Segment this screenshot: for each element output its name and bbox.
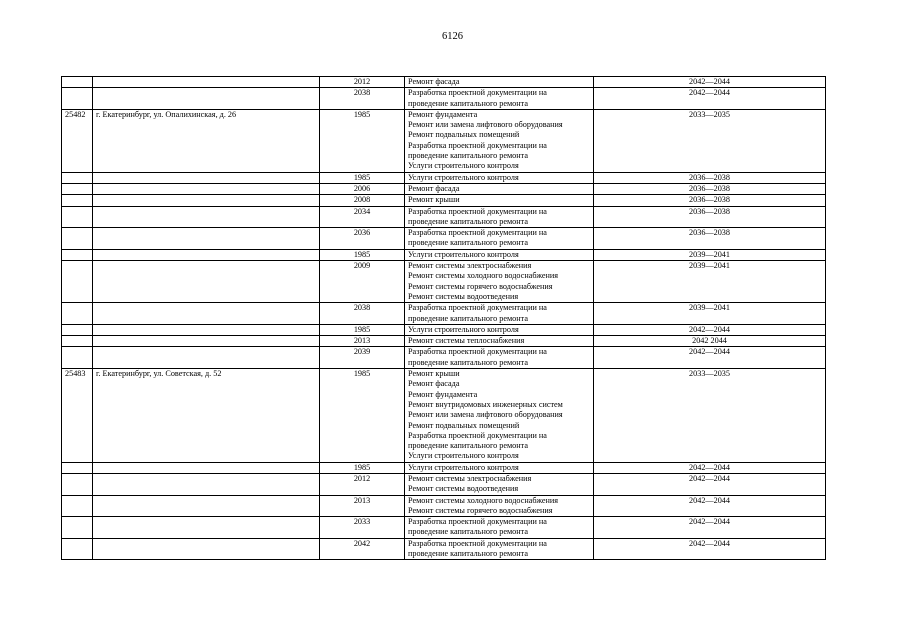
period-cell bbox=[594, 495, 826, 517]
work-type-line: Услуги строительного контроля bbox=[408, 249, 519, 259]
work-type-line: Разработка проектной документации на bbox=[408, 538, 547, 548]
house-id-cell bbox=[62, 261, 93, 303]
address-cell bbox=[93, 172, 320, 183]
repair-schedule-table bbox=[61, 76, 826, 560]
work-type-cell bbox=[405, 249, 594, 260]
year-cell: 2012 bbox=[320, 77, 405, 88]
period-value: 2039—2041 bbox=[689, 261, 730, 271]
period-cell bbox=[594, 77, 826, 88]
house-id-cell bbox=[62, 77, 93, 88]
period-cell bbox=[594, 261, 826, 303]
period-cell bbox=[594, 324, 826, 335]
work-type-cell bbox=[405, 109, 594, 172]
table-row bbox=[62, 228, 826, 250]
work-type-line: проведение капитального ремонта bbox=[408, 151, 528, 161]
work-type-cell bbox=[405, 195, 594, 206]
work-type-line: Ремонт системы водоотведения bbox=[408, 291, 519, 301]
work-type-cell bbox=[405, 336, 594, 347]
period-cell bbox=[594, 369, 826, 463]
work-type-cell bbox=[405, 517, 594, 539]
house-id-cell bbox=[62, 172, 93, 183]
period-value: 2042—2044 bbox=[689, 538, 730, 548]
period-cell bbox=[594, 172, 826, 183]
work-type-line: Ремонт фасада bbox=[408, 183, 460, 193]
address-cell bbox=[93, 195, 320, 206]
year-cell: 2012 bbox=[320, 473, 405, 495]
work-type-line: Услуги строительного контроля bbox=[408, 172, 519, 182]
work-type-line: Услуги строительного контроля bbox=[408, 161, 519, 171]
work-type-line: Ремонт фасада bbox=[408, 379, 460, 389]
work-type-line: Ремонт крыши bbox=[408, 195, 460, 205]
work-type-line: проведение капитального ремонта bbox=[408, 313, 528, 323]
period-value: 2042 2044 bbox=[692, 336, 727, 346]
year-cell: 1985 bbox=[320, 249, 405, 260]
table-row bbox=[62, 538, 826, 560]
address-cell bbox=[93, 538, 320, 560]
period-value: 2036—2038 bbox=[689, 195, 730, 205]
address-cell bbox=[93, 228, 320, 250]
work-type-cell bbox=[405, 324, 594, 335]
period-value: 2039—2041 bbox=[689, 303, 730, 313]
year-cell: 2013 bbox=[320, 336, 405, 347]
work-type-line: Разработка проектной документации на bbox=[408, 517, 547, 527]
address-cell bbox=[93, 517, 320, 539]
table-row bbox=[62, 109, 826, 172]
house-id-cell bbox=[62, 462, 93, 473]
period-value: 2036—2038 bbox=[689, 172, 730, 182]
work-type-line: Разработка проектной документации на bbox=[408, 430, 547, 440]
work-type-cell bbox=[405, 495, 594, 517]
house-id-cell bbox=[62, 303, 93, 325]
address-cell bbox=[93, 249, 320, 260]
period-value: 2042—2044 bbox=[689, 495, 730, 505]
address-cell bbox=[93, 473, 320, 495]
work-type-line: Услуги строительного контроля bbox=[408, 462, 519, 472]
work-type-line: Ремонт подвальных помещений bbox=[408, 420, 520, 430]
work-type-cell bbox=[405, 538, 594, 560]
year-cell: 2039 bbox=[320, 347, 405, 369]
work-type-line: Ремонт системы электроснабжения bbox=[408, 473, 532, 483]
work-type-line: Ремонт внутридомовых инженерных систем bbox=[408, 399, 563, 409]
table-row bbox=[62, 172, 826, 183]
table-row bbox=[62, 336, 826, 347]
work-type-line: Ремонт системы водоотведения bbox=[408, 484, 519, 494]
work-type-line: Ремонт системы холодного водоснабжения bbox=[408, 271, 559, 281]
work-type-line: Ремонт системы горячего водоснабжения bbox=[408, 281, 553, 291]
work-type-line: Ремонт системы холодного водоснабжения bbox=[408, 495, 559, 505]
work-type-line: Разработка проектной документации на bbox=[408, 140, 547, 150]
period-value: 2042—2044 bbox=[689, 517, 730, 527]
table-row bbox=[62, 369, 826, 463]
period-cell bbox=[594, 109, 826, 172]
house-id-cell bbox=[62, 473, 93, 495]
address-cell bbox=[93, 183, 320, 194]
year-cell: 2036 bbox=[320, 228, 405, 250]
table-row bbox=[62, 324, 826, 335]
address-cell bbox=[93, 303, 320, 325]
table-row bbox=[62, 249, 826, 260]
house-id-cell bbox=[62, 206, 93, 228]
work-type-cell bbox=[405, 303, 594, 325]
table-row bbox=[62, 495, 826, 517]
work-type-line: Разработка проектной документации на bbox=[408, 206, 547, 216]
address-cell bbox=[93, 462, 320, 473]
work-type-cell bbox=[405, 172, 594, 183]
period-value: 2039—2041 bbox=[689, 249, 730, 259]
address-cell bbox=[93, 206, 320, 228]
work-type-cell bbox=[405, 206, 594, 228]
year-cell: 1985 bbox=[320, 324, 405, 335]
work-type-line: Ремонт или замена лифтового оборудования bbox=[408, 120, 563, 130]
year-cell: 2042 bbox=[320, 538, 405, 560]
work-type-line: Услуги строительного контроля bbox=[408, 324, 519, 334]
work-type-cell bbox=[405, 462, 594, 473]
table-body bbox=[62, 77, 826, 560]
work-type-line: проведение капитального ремонта bbox=[408, 357, 528, 367]
period-cell bbox=[594, 303, 826, 325]
period-cell bbox=[594, 462, 826, 473]
house-id-cell bbox=[62, 183, 93, 194]
table-row bbox=[62, 183, 826, 194]
house-id-cell: 25483 bbox=[62, 369, 93, 463]
period-value: 2033—2035 bbox=[689, 109, 730, 119]
work-type-line: проведение капитального ремонта bbox=[408, 238, 528, 248]
period-cell bbox=[594, 538, 826, 560]
year-cell: 2034 bbox=[320, 206, 405, 228]
period-cell bbox=[594, 195, 826, 206]
period-value: 2033—2035 bbox=[689, 369, 730, 379]
work-type-line: Услуги строительного контроля bbox=[408, 451, 519, 461]
year-cell: 2038 bbox=[320, 88, 405, 110]
work-type-line: проведение капитального ремонта bbox=[408, 98, 528, 108]
period-value: 2042—2044 bbox=[689, 88, 730, 98]
period-value: 2042—2044 bbox=[689, 347, 730, 357]
period-cell bbox=[594, 473, 826, 495]
page-number: 6126 bbox=[442, 31, 463, 42]
year-cell: 2008 bbox=[320, 195, 405, 206]
work-type-line: Разработка проектной документации на bbox=[408, 303, 547, 313]
address-cell bbox=[93, 261, 320, 303]
house-id-cell bbox=[62, 336, 93, 347]
work-type-line: Ремонт подвальных помещений bbox=[408, 130, 520, 140]
period-value: 2042—2044 bbox=[689, 324, 730, 334]
period-cell bbox=[594, 206, 826, 228]
table-row bbox=[62, 473, 826, 495]
year-cell: 1985 bbox=[320, 462, 405, 473]
address-cell bbox=[93, 77, 320, 88]
work-type-line: Ремонт системы горячего водоснабжения bbox=[408, 505, 553, 515]
work-type-line: Ремонт или замена лифтового оборудования bbox=[408, 410, 563, 420]
work-type-cell bbox=[405, 228, 594, 250]
work-type-line: Ремонт крыши bbox=[408, 369, 460, 379]
year-cell: 1985 bbox=[320, 109, 405, 172]
table-row bbox=[62, 88, 826, 110]
year-cell: 2013 bbox=[320, 495, 405, 517]
address-cell bbox=[93, 495, 320, 517]
address-cell: г. Екатеринбург, ул. Советская, д. 52 bbox=[93, 369, 320, 463]
table-row bbox=[62, 206, 826, 228]
address-cell bbox=[93, 324, 320, 335]
work-type-cell bbox=[405, 473, 594, 495]
address-cell bbox=[93, 88, 320, 110]
period-cell bbox=[594, 517, 826, 539]
period-value: 2042—2044 bbox=[689, 473, 730, 483]
work-type-line: Ремонт фундамента bbox=[408, 389, 478, 399]
work-type-line: Разработка проектной документации на bbox=[408, 88, 547, 98]
house-id-cell bbox=[62, 347, 93, 369]
table-row bbox=[62, 303, 826, 325]
work-type-cell bbox=[405, 77, 594, 88]
house-id-cell bbox=[62, 517, 93, 539]
table-row bbox=[62, 347, 826, 369]
year-cell: 2006 bbox=[320, 183, 405, 194]
period-cell bbox=[594, 88, 826, 110]
house-id-cell bbox=[62, 324, 93, 335]
table-row bbox=[62, 261, 826, 303]
period-cell bbox=[594, 347, 826, 369]
work-type-line: проведение капитального ремонта bbox=[408, 441, 528, 451]
year-cell: 1985 bbox=[320, 172, 405, 183]
work-type-line: Ремонт системы теплоснабжения bbox=[408, 336, 525, 346]
house-id-cell bbox=[62, 249, 93, 260]
period-value: 2036—2038 bbox=[689, 206, 730, 216]
work-type-line: проведение капитального ремонта bbox=[408, 549, 528, 559]
work-type-cell bbox=[405, 347, 594, 369]
work-type-cell bbox=[405, 183, 594, 194]
period-cell bbox=[594, 249, 826, 260]
year-cell: 1985 bbox=[320, 369, 405, 463]
house-id-cell bbox=[62, 228, 93, 250]
house-id-cell: 25482 bbox=[62, 109, 93, 172]
house-id-cell bbox=[62, 538, 93, 560]
year-cell: 2038 bbox=[320, 303, 405, 325]
address-cell bbox=[93, 336, 320, 347]
work-type-line: проведение капитального ремонта bbox=[408, 216, 528, 226]
period-cell bbox=[594, 228, 826, 250]
period-value: 2042—2044 bbox=[689, 77, 730, 86]
period-value: 2036—2038 bbox=[689, 228, 730, 238]
work-type-cell bbox=[405, 369, 594, 463]
address-cell: г. Екатеринбург, ул. Опалихинская, д. 26 bbox=[93, 109, 320, 172]
house-id-cell bbox=[62, 195, 93, 206]
work-type-line: Разработка проектной документации на bbox=[408, 347, 547, 357]
address-cell bbox=[93, 347, 320, 369]
work-type-cell bbox=[405, 88, 594, 110]
period-cell bbox=[594, 183, 826, 194]
year-cell: 2009 bbox=[320, 261, 405, 303]
period-value: 2036—2038 bbox=[689, 183, 730, 193]
work-type-line: Разработка проектной документации на bbox=[408, 228, 547, 238]
work-type-line: Ремонт системы электроснабжения bbox=[408, 261, 532, 271]
period-value: 2042—2044 bbox=[689, 462, 730, 472]
work-type-cell bbox=[405, 261, 594, 303]
table-row bbox=[62, 195, 826, 206]
work-type-line: проведение капитального ремонта bbox=[408, 527, 528, 537]
period-cell bbox=[594, 336, 826, 347]
work-type-line: Ремонт фасада bbox=[408, 77, 460, 86]
year-cell: 2033 bbox=[320, 517, 405, 539]
house-id-cell bbox=[62, 495, 93, 517]
table-row bbox=[62, 462, 826, 473]
work-type-line: Ремонт фундамента bbox=[408, 109, 478, 119]
house-id-cell bbox=[62, 88, 93, 110]
table-row bbox=[62, 77, 826, 88]
table-row bbox=[62, 517, 826, 539]
